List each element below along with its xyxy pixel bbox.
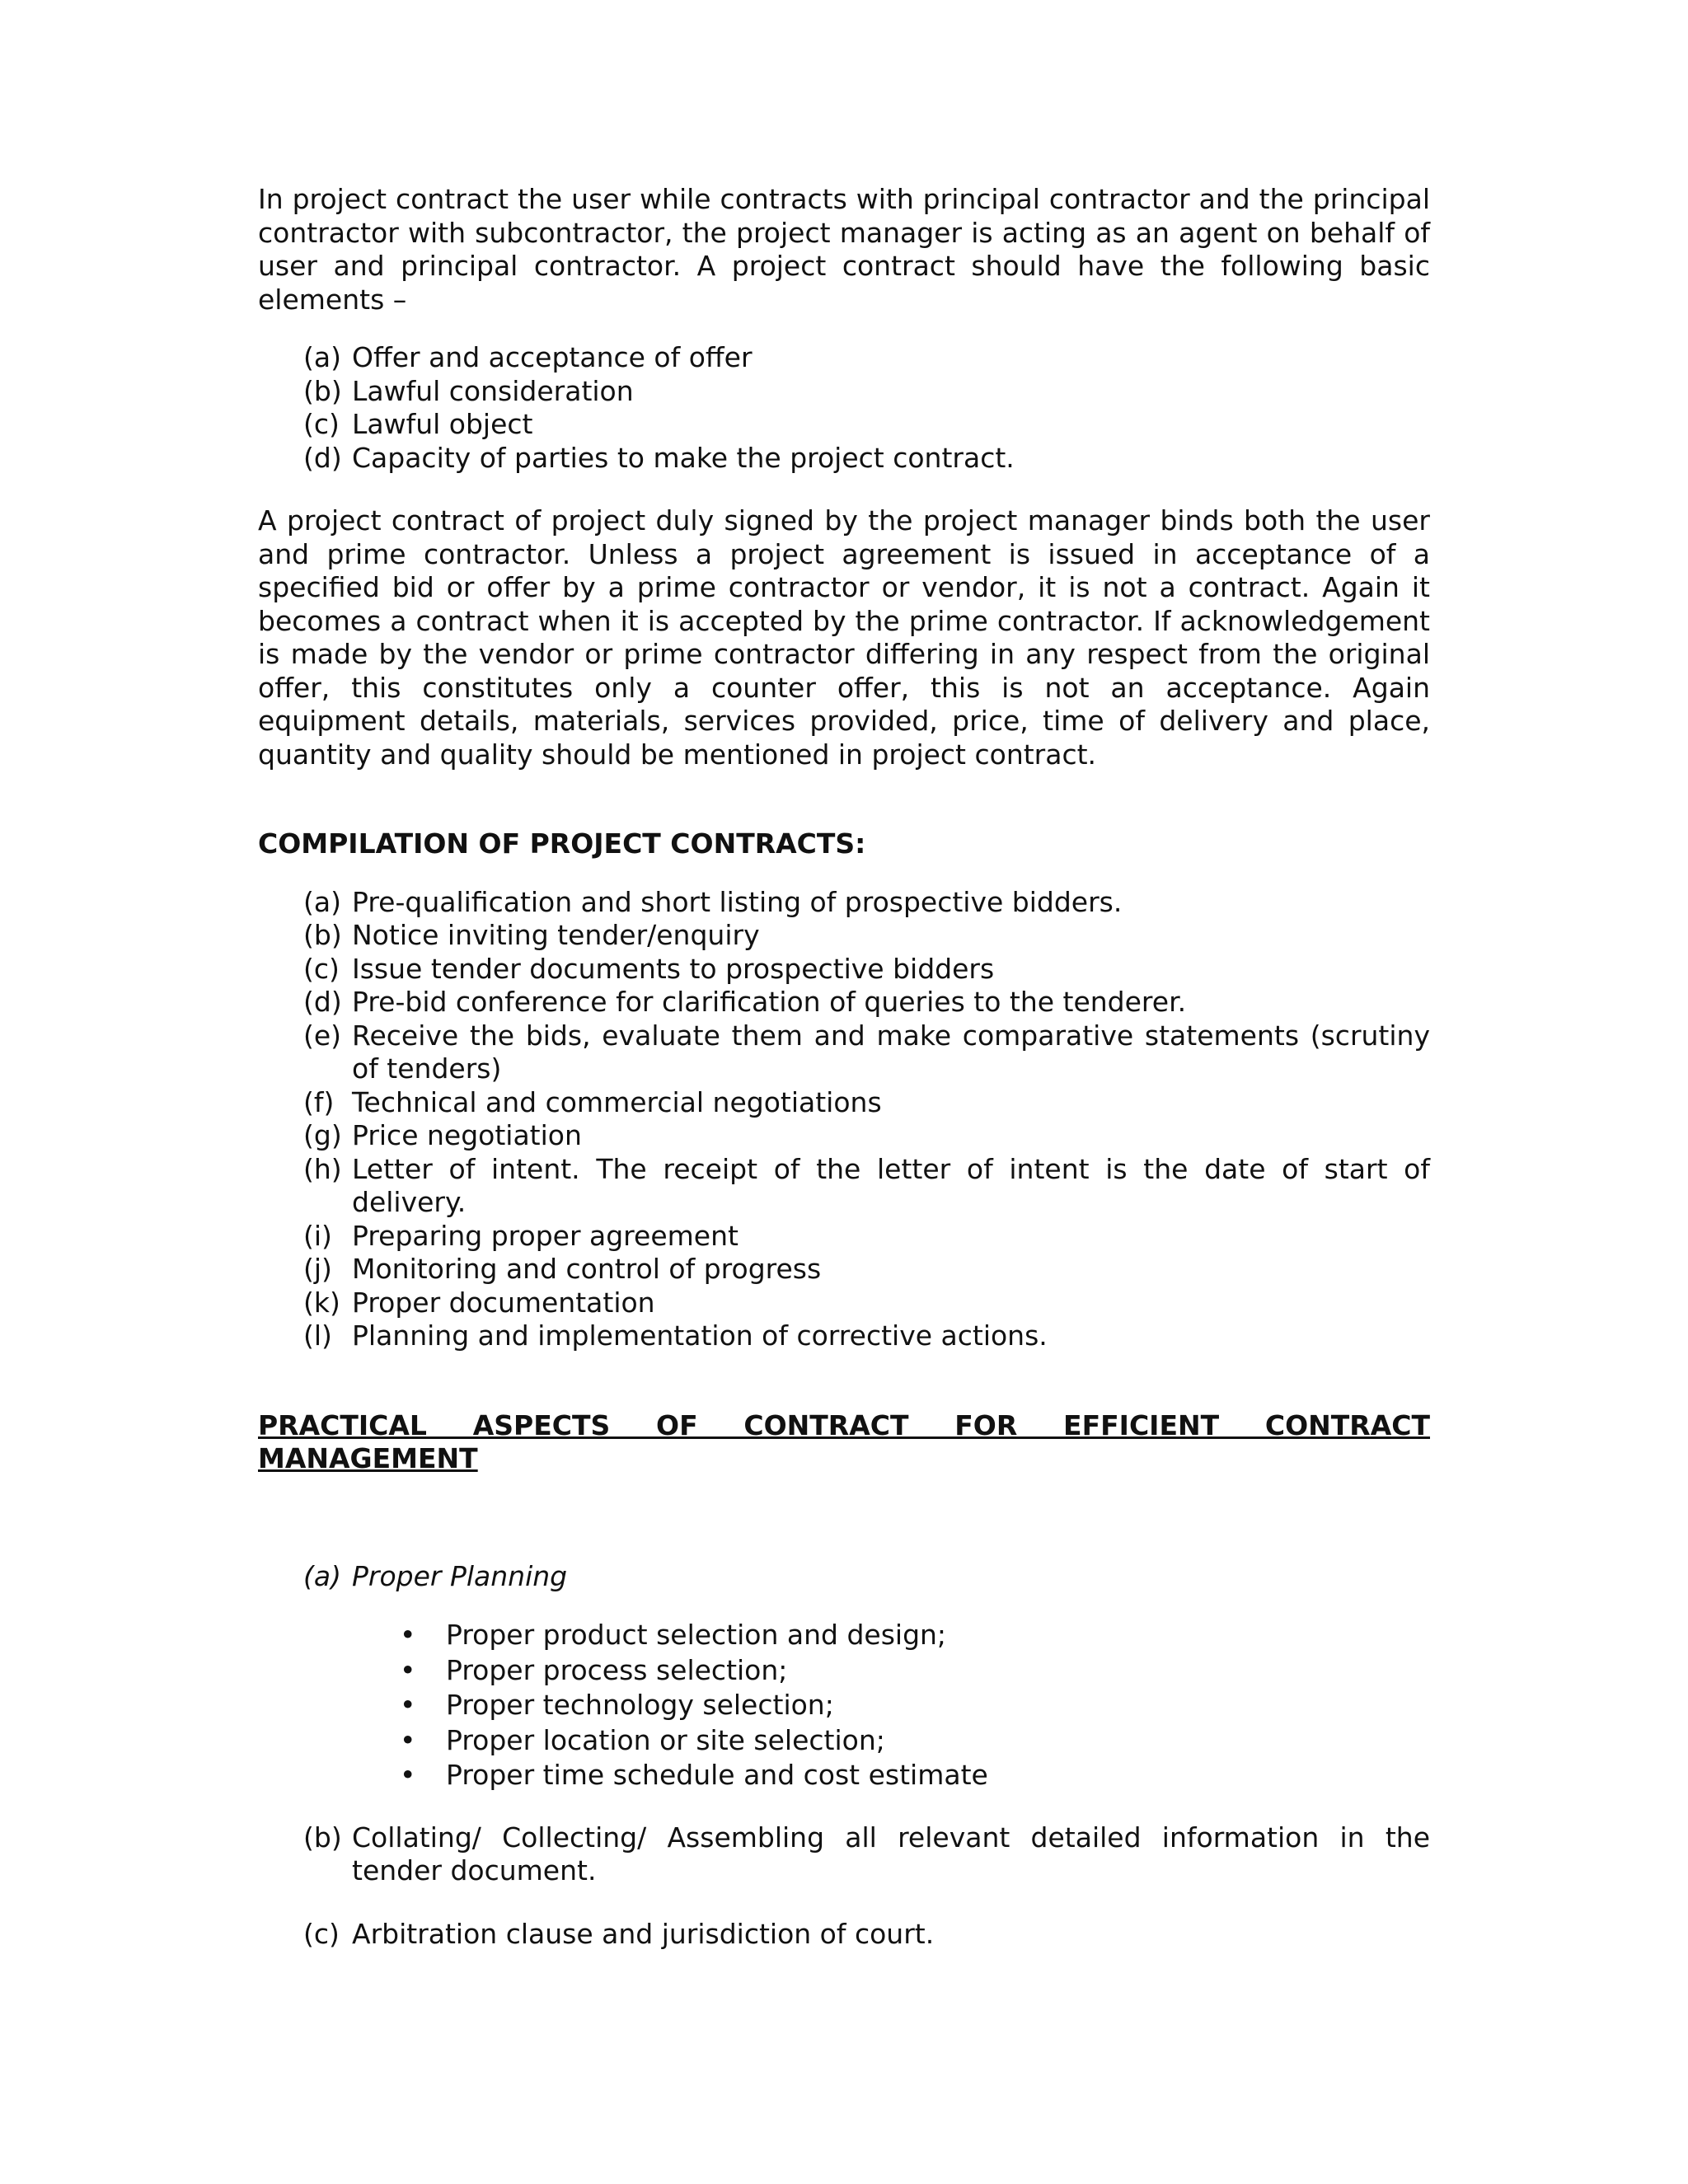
list-item bbox=[258, 1286, 1430, 1320]
document-page bbox=[258, 183, 1430, 1980]
list-item bbox=[258, 1019, 1430, 1086]
item-text: Issue tender documents to prospective bidders bbox=[352, 952, 995, 985]
bullet-text: Proper location or site selection; bbox=[446, 1723, 885, 1756]
item-text: Capacity of parties to make the project contract. bbox=[352, 441, 1015, 474]
item-text: Lawful consideration bbox=[352, 374, 634, 407]
item-marker: (a) bbox=[303, 885, 341, 918]
item-text: Letter of intent. The receipt of the letter of intent is the date of start of delivery. bbox=[352, 1152, 1430, 1218]
item-marker: (l) bbox=[303, 1319, 332, 1352]
item-text: Monitoring and control of progress bbox=[352, 1253, 822, 1285]
item-marker: (e) bbox=[303, 1019, 342, 1052]
item-marker: (g) bbox=[303, 1119, 342, 1151]
item-marker: (b) bbox=[303, 919, 342, 951]
list-item bbox=[258, 1153, 1430, 1220]
bullet-item bbox=[258, 1618, 1430, 1653]
item-text: Proper Planning bbox=[352, 1559, 568, 1592]
item-text: Receive the bids, evaluate them and make comparative statements (scrutiny of tenders) bbox=[352, 1019, 1430, 1085]
list-item bbox=[258, 408, 1430, 442]
compilation-heading: COMPILATION OF PROJECT CONTRACTS: bbox=[258, 827, 866, 860]
list-item bbox=[258, 886, 1430, 920]
item-text: Offer and acceptance of offer bbox=[352, 341, 753, 373]
list-item bbox=[258, 1253, 1430, 1286]
list-item bbox=[258, 953, 1430, 987]
list-item bbox=[258, 375, 1430, 409]
item-marker: (c) bbox=[303, 408, 340, 440]
item-text: Technical and commercial negotiations bbox=[352, 1085, 882, 1118]
bullet-item bbox=[258, 1653, 1430, 1689]
bullet-item bbox=[258, 1758, 1430, 1793]
list-item bbox=[258, 919, 1430, 953]
item-marker: (h) bbox=[303, 1152, 342, 1185]
bullet-text: Proper product selection and design; bbox=[446, 1619, 947, 1651]
list-item bbox=[258, 1319, 1430, 1353]
item-text: Proper documentation bbox=[352, 1286, 655, 1319]
bullet-item bbox=[258, 1723, 1430, 1759]
list-item bbox=[258, 442, 1430, 476]
planning-bullet-list bbox=[258, 1618, 1430, 1793]
bullet-text: Proper time schedule and cost estimate bbox=[446, 1759, 988, 1791]
list-item bbox=[258, 1918, 1430, 1952]
bullet-text: Proper process selection; bbox=[446, 1653, 788, 1686]
item-text: Preparing proper agreement bbox=[352, 1219, 738, 1252]
item-marker: (b) bbox=[303, 374, 342, 407]
item-marker: (c) bbox=[303, 952, 340, 985]
list-item bbox=[258, 1086, 1430, 1120]
list-item bbox=[258, 1220, 1430, 1254]
item-text: Lawful object bbox=[352, 408, 533, 440]
bullet-icon: • bbox=[400, 1723, 416, 1756]
item-marker: (j) bbox=[303, 1253, 332, 1285]
bullet-icon: • bbox=[400, 1653, 416, 1686]
item-marker: (a) bbox=[303, 1559, 341, 1592]
practical-list bbox=[258, 1821, 1430, 1952]
bullet-icon: • bbox=[400, 1689, 416, 1721]
item-text: Price negotiation bbox=[352, 1119, 582, 1151]
bullet-icon: • bbox=[400, 1619, 416, 1651]
basic-elements-list bbox=[258, 341, 1430, 475]
item-text: Collating/ Collecting/ Assembling all relevant detailed information in the tender document. bbox=[352, 1821, 1430, 1886]
list-item bbox=[258, 1119, 1430, 1153]
list-item bbox=[258, 1821, 1430, 1888]
item-marker: (d) bbox=[303, 986, 342, 1018]
item-marker: (b) bbox=[303, 1821, 342, 1854]
second-paragraph: A project contract of project duly signed by the project manager binds both the user and prime contractor. Unless a project agreement is issued in acceptance of a specified bid or offer by a prime contractor or vendor, it is not a contract. Again it becomes a contract when it is accepted by the prime contractor. If acknowledgement is made by the vendor or prime contractor differing in any respect from the original offer, this constitutes only a counter offer, this is not an acceptance. Again equipment details, materials, services provided, price, time of delivery and place, quantity and quality should be mentioned in project contract. bbox=[258, 504, 1430, 771]
intro-paragraph: In project contract the user while contracts with principal contractor and the principal contractor with subcontractor, the project manager is acting as an agent on behalf of user and principal contractor. A project contract should have the following basic elements – bbox=[258, 183, 1430, 316]
bullet-icon: • bbox=[400, 1759, 416, 1791]
compilation-list bbox=[258, 886, 1430, 1353]
proper-planning-heading bbox=[258, 1560, 1430, 1594]
item-text: Notice inviting tender/enquiry bbox=[352, 919, 760, 951]
item-text: Planning and implementation of corrective actions. bbox=[352, 1319, 1048, 1352]
item-text: Pre-bid conference for clarification of queries to the tenderer. bbox=[352, 986, 1187, 1018]
item-marker: (c) bbox=[303, 1917, 340, 1950]
bullet-text: Proper technology selection; bbox=[446, 1689, 834, 1721]
item-marker: (f) bbox=[303, 1085, 335, 1118]
list-item bbox=[258, 986, 1430, 1019]
practical-heading: PRACTICAL ASPECTS OF CONTRACT FOR EFFICIENT CONTRACT MANAGEMENT bbox=[258, 1408, 1430, 1474]
item-marker: (d) bbox=[303, 441, 342, 474]
item-marker: (i) bbox=[303, 1219, 332, 1252]
item-marker: (k) bbox=[303, 1286, 340, 1319]
bullet-item bbox=[258, 1688, 1430, 1723]
list-item bbox=[258, 341, 1430, 375]
item-text: Pre-qualification and short listing of prospective bidders. bbox=[352, 885, 1123, 918]
item-marker: (a) bbox=[303, 341, 341, 373]
item-text: Arbitration clause and jurisdiction of court. bbox=[352, 1917, 935, 1950]
